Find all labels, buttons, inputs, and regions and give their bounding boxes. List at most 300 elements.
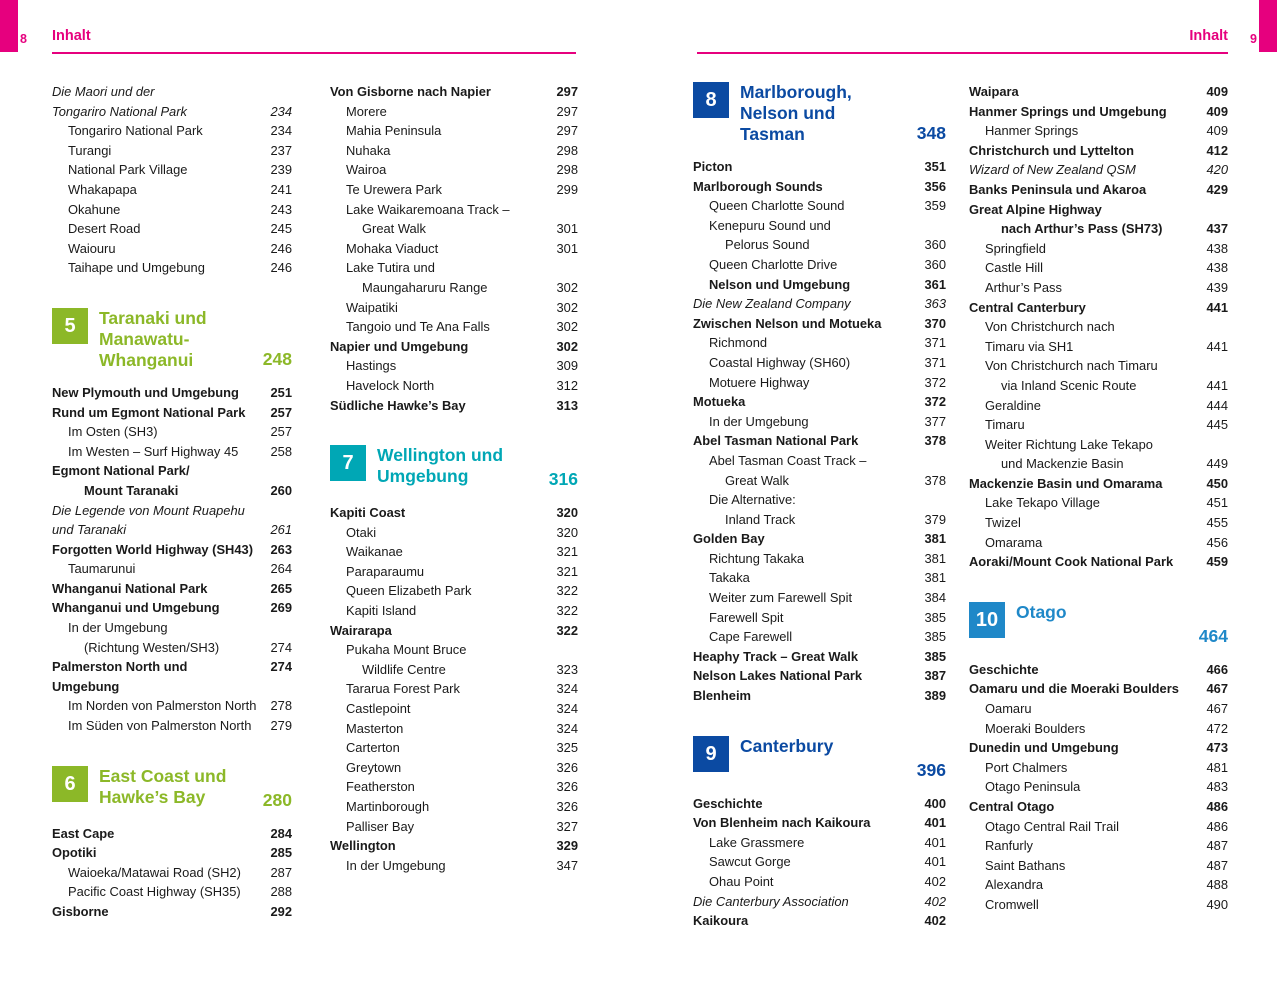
toc-entry-label: Opotiki <box>52 845 97 861</box>
toc-entry[interactable] <box>969 415 1228 435</box>
toc-entry-label: Queen Elizabeth Park <box>346 583 472 599</box>
toc-entry[interactable] <box>969 738 1228 758</box>
toc-entry[interactable] <box>330 337 578 357</box>
toc-entry[interactable] <box>969 699 1228 719</box>
toc-entry[interactable] <box>330 777 578 797</box>
toc-entry-label: Takaka <box>709 570 750 586</box>
toc-entry-page: 401 <box>924 854 946 870</box>
header-left <box>52 28 576 54</box>
toc-entry-page: 322 <box>556 603 578 619</box>
chapter-title: Marlborough, Nelson und Tasman <box>740 82 852 144</box>
toc-entry[interactable] <box>330 219 578 239</box>
toc-entry[interactable] <box>969 200 1228 220</box>
toc-entry-page: 381 <box>924 531 946 547</box>
toc-entry-label: Nelson Lakes National Park <box>693 668 863 684</box>
toc-entry-label: Wildlife Centre <box>362 661 446 677</box>
toc-entry[interactable] <box>969 533 1228 553</box>
toc-entry-label: New Plymouth und Umgebung <box>52 384 239 400</box>
toc-entry-page: 372 <box>924 394 946 410</box>
toc-entry[interactable] <box>330 298 578 318</box>
toc-entry[interactable] <box>969 160 1228 180</box>
toc-entry-label: Wellington <box>330 838 396 854</box>
toc-entry[interactable] <box>969 679 1228 699</box>
toc-entry[interactable] <box>693 872 946 892</box>
toc-entry[interactable] <box>330 562 578 582</box>
toc-entry[interactable] <box>693 549 946 569</box>
toc-entry[interactable] <box>330 523 578 543</box>
toc-entry[interactable] <box>969 474 1228 494</box>
toc-entry[interactable] <box>330 836 578 856</box>
toc-entry[interactable] <box>693 852 946 872</box>
page-number-right: 9 <box>1250 32 1257 46</box>
corner-tab-left <box>0 0 18 52</box>
header-left-title: Inhalt <box>52 28 91 44</box>
toc-entry[interactable] <box>969 758 1228 778</box>
toc-column-4 <box>969 82 1228 915</box>
toc-entry[interactable] <box>693 255 946 275</box>
toc-entry-label: Im Süden von Palmerston North <box>68 718 252 734</box>
toc-entry-page: 381 <box>924 550 946 566</box>
toc-entry[interactable] <box>52 160 292 180</box>
toc-entry[interactable] <box>969 396 1228 416</box>
toc-entry-label: Tongariro National Park <box>52 103 187 119</box>
toc-entry-page: 298 <box>556 162 578 178</box>
toc-entry[interactable] <box>969 856 1228 876</box>
toc-entry-page: 309 <box>556 358 578 374</box>
toc-entry[interactable] <box>52 657 292 696</box>
toc-entry-page: 285 <box>270 845 292 861</box>
toc-entry-label: Arthur’s Pass <box>985 279 1062 295</box>
toc-entry-label: Coastal Highway (SH60) <box>709 354 851 370</box>
toc-entry-page: 490 <box>1206 896 1228 912</box>
toc-entry[interactable] <box>693 392 946 412</box>
section-spacer <box>52 736 292 766</box>
toc-entry-label: Whakapapa <box>68 181 137 197</box>
chapter-page-number: 248 <box>262 348 292 369</box>
chapter-heading[interactable] <box>969 602 1228 648</box>
toc-entry-label: und Taranaki <box>52 522 127 538</box>
toc-entry[interactable] <box>969 435 1228 455</box>
toc-entry-page: 444 <box>1206 397 1228 413</box>
toc-entry-label: Featherston <box>346 779 415 795</box>
toc-entry[interactable] <box>52 121 292 141</box>
toc-entry-page: 486 <box>1206 799 1228 814</box>
toc-entry[interactable] <box>52 696 292 716</box>
chapter-page-number: 396 <box>916 759 946 780</box>
toc-entry-page: 363 <box>924 296 946 312</box>
toc-entry[interactable] <box>969 219 1228 239</box>
toc-entry[interactable] <box>330 640 578 660</box>
toc-entry[interactable] <box>52 239 292 259</box>
toc-entry[interactable] <box>330 376 578 396</box>
chapter-heading[interactable] <box>330 445 578 491</box>
toc-entry-page: 441 <box>1206 299 1228 315</box>
toc-entry-page: 320 <box>556 524 578 540</box>
toc-entry-label: Die Maori und der <box>52 84 155 99</box>
chapter-title: East Coast und Hawke’s Bay <box>99 765 227 807</box>
toc-entry[interactable] <box>330 699 578 719</box>
toc-entry-label: Lake Waikaremoana Track – <box>346 201 510 217</box>
toc-entry[interactable] <box>330 719 578 739</box>
toc-entry[interactable] <box>693 431 946 451</box>
toc-entry-page: 420 <box>1206 162 1228 178</box>
toc-entry-page: 326 <box>556 779 578 795</box>
toc-entry[interactable] <box>693 314 946 334</box>
toc-entry-label: Te Urewera Park <box>346 181 442 197</box>
section-spacer <box>330 415 578 445</box>
toc-entry[interactable] <box>969 239 1228 259</box>
toc-entry[interactable] <box>52 579 292 599</box>
toc-entry-page: 234 <box>270 103 292 119</box>
toc-entry[interactable] <box>693 373 946 393</box>
toc-entry-page: 359 <box>924 198 946 214</box>
toc-entry-page: 243 <box>270 201 292 217</box>
toc-entry[interactable] <box>969 895 1228 915</box>
toc-entry-page: 326 <box>556 759 578 775</box>
toc-entry[interactable] <box>969 797 1228 817</box>
toc-entry[interactable] <box>693 892 946 912</box>
toc-entry[interactable] <box>693 794 946 814</box>
toc-entry-label: Kenepuru Sound und <box>709 217 831 233</box>
toc-entry-page: 351 <box>924 159 946 174</box>
toc-entry-label: Tangoio und Te Ana Falls <box>346 319 490 335</box>
toc-entry-page: 324 <box>556 701 578 717</box>
toc-entry-label: Mohaka Viaduct <box>346 240 439 256</box>
chapter-title: Otago <box>1016 601 1067 622</box>
toc-entry-label: Abel Tasman Coast Track – <box>709 452 867 468</box>
toc-entry-label: Weiter zum Farewell Spit <box>709 590 853 606</box>
chapter-heading[interactable] <box>52 308 292 371</box>
toc-entry[interactable] <box>52 442 292 462</box>
toc-entry[interactable] <box>969 258 1228 278</box>
toc-entry[interactable] <box>52 902 292 922</box>
toc-entry-label: Tararua Forest Park <box>346 681 460 697</box>
toc-entry-page: 381 <box>924 570 946 586</box>
toc-entry[interactable] <box>330 356 578 376</box>
toc-entry[interactable] <box>693 911 946 931</box>
toc-entry-label: Gisborne <box>52 904 109 919</box>
toc-entry[interactable] <box>330 542 578 562</box>
toc-entry[interactable] <box>330 278 578 298</box>
toc-entry-page: 401 <box>924 834 946 850</box>
toc-entry-label: Die Alternative: <box>709 492 796 508</box>
chapter-title: Canterbury <box>740 735 834 756</box>
toc-entry-page: 329 <box>556 838 578 854</box>
toc-entry[interactable] <box>52 520 292 540</box>
toc-entry[interactable] <box>330 503 578 523</box>
toc-entry[interactable] <box>330 317 578 337</box>
toc-entry[interactable] <box>330 82 578 102</box>
toc-entry-page: 324 <box>556 681 578 697</box>
toc-entry[interactable] <box>330 581 578 601</box>
toc-entry-label: National Park Village <box>68 162 188 178</box>
toc-entry[interactable] <box>330 121 578 141</box>
toc-entry-label: Richtung Takaka <box>709 550 805 566</box>
toc-entry[interactable] <box>330 660 578 680</box>
toc-entry[interactable] <box>969 180 1228 200</box>
toc-entry[interactable] <box>969 817 1228 837</box>
toc-entry[interactable] <box>693 647 946 667</box>
toc-entry-page: 379 <box>924 511 946 527</box>
toc-entry-label: Queen Charlotte Drive <box>709 256 838 272</box>
toc-entry-label: Great Alpine Highway <box>969 201 1102 217</box>
toc-entry-page: 451 <box>1206 495 1228 511</box>
toc-entry[interactable] <box>693 588 946 608</box>
toc-entry[interactable] <box>969 552 1228 572</box>
toc-entry-page: 402 <box>924 913 946 929</box>
toc-entry[interactable] <box>330 239 578 259</box>
toc-entry[interactable] <box>52 82 292 102</box>
toc-entry-label: Heaphy Track – Great Walk <box>693 648 859 664</box>
toc-entry[interactable] <box>969 454 1228 474</box>
toc-entry[interactable] <box>693 510 946 530</box>
toc-entry[interactable] <box>693 275 946 295</box>
toc-entry[interactable] <box>52 102 292 122</box>
toc-entry-page: 261 <box>270 522 292 538</box>
toc-entry[interactable] <box>969 719 1228 739</box>
chapter-number-badge: 8 <box>693 82 729 118</box>
toc-entry[interactable] <box>52 501 292 521</box>
toc-entry-label: Palliser Bay <box>346 818 415 834</box>
toc-entry-page: 429 <box>1206 181 1228 197</box>
toc-entry-page: 301 <box>556 240 578 256</box>
toc-entry-label: Wairoa <box>346 162 387 178</box>
toc-entry[interactable] <box>693 490 946 510</box>
toc-entry-page: 385 <box>924 609 946 625</box>
toc-entry[interactable] <box>969 298 1228 318</box>
toc-entry[interactable] <box>693 157 946 177</box>
toc-entry[interactable] <box>693 686 946 706</box>
toc-entry-label: Twizel <box>985 515 1021 531</box>
toc-entry[interactable] <box>330 141 578 161</box>
toc-entry[interactable] <box>693 529 946 549</box>
toc-entry[interactable] <box>969 356 1228 376</box>
toc-entry-label: Springfield <box>985 240 1046 256</box>
toc-entry-label: Mount Taranaki <box>84 482 179 498</box>
toc-entry-label: Martinborough <box>346 799 430 814</box>
toc-entry-label: Die Canterbury Association <box>693 893 849 909</box>
toc-entry[interactable] <box>693 235 946 255</box>
toc-entry-label: Geraldine <box>985 397 1041 413</box>
toc-entry-label: Timaru via SH1 <box>985 338 1074 354</box>
toc-entry[interactable] <box>330 258 578 278</box>
toc-entry-label: Inland Track <box>725 511 796 527</box>
toc-entry-page: 327 <box>556 818 578 834</box>
toc-entry[interactable] <box>969 337 1228 357</box>
chapter-number-badge: 6 <box>52 766 88 802</box>
toc-entry[interactable] <box>969 493 1228 513</box>
toc-column-3 <box>693 82 946 931</box>
toc-entry-page: 389 <box>924 688 946 704</box>
header-right-title: Inhalt <box>1189 28 1228 44</box>
toc-entry-page: 437 <box>1206 221 1228 237</box>
toc-entry-label: Great Walk <box>725 472 789 488</box>
toc-entry[interactable] <box>52 180 292 200</box>
toc-entry-page: 409 <box>1206 123 1228 139</box>
toc-entry[interactable] <box>969 875 1228 895</box>
toc-entry-label: Waioeka/Matawai Road (SH2) <box>68 864 241 880</box>
toc-entry[interactable] <box>693 666 946 686</box>
toc-entry-page: 257 <box>270 424 292 440</box>
toc-entry[interactable] <box>969 777 1228 797</box>
toc-entry-label: Wairarapa <box>330 622 392 638</box>
toc-entry[interactable] <box>969 141 1228 161</box>
toc-entry[interactable] <box>52 559 292 579</box>
toc-entry-page: 265 <box>270 580 292 596</box>
toc-entry-label: Tongariro National Park <box>68 123 203 139</box>
toc-entry[interactable] <box>52 200 292 220</box>
toc-entry-page: 234 <box>270 123 292 139</box>
chapter-title: Taranaki und Manawatu-Whanganui <box>99 307 207 370</box>
toc-entry-page: 360 <box>924 237 946 253</box>
toc-entry-label: Hanmer Springs <box>985 123 1079 139</box>
toc-entry[interactable] <box>330 738 578 758</box>
toc-entry[interactable] <box>693 353 946 373</box>
toc-entry[interactable] <box>52 863 292 883</box>
toc-entry[interactable] <box>52 882 292 902</box>
toc-entry-page: 278 <box>270 698 292 714</box>
toc-entry[interactable] <box>693 333 946 353</box>
toc-entry[interactable] <box>693 451 946 471</box>
toc-entry[interactable] <box>330 679 578 699</box>
toc-entry[interactable] <box>693 568 946 588</box>
toc-entry-page: 409 <box>1206 84 1228 99</box>
toc-entry-page: 360 <box>924 256 946 272</box>
toc-entry[interactable] <box>693 196 946 216</box>
toc-entry[interactable] <box>52 618 292 638</box>
toc-entry-page: 401 <box>924 815 946 831</box>
toc-entry-label: Marlborough Sounds <box>693 178 823 194</box>
toc-entry[interactable] <box>52 598 292 618</box>
toc-entry[interactable] <box>693 608 946 628</box>
toc-entry-page: 326 <box>556 799 578 814</box>
toc-entry-label: via Inland Scenic Route <box>1001 377 1137 393</box>
toc-entry[interactable] <box>330 180 578 200</box>
chapter-page-number: 464 <box>1198 625 1228 646</box>
toc-entry-page: 260 <box>270 482 292 498</box>
chapter-number-badge: 7 <box>330 445 366 481</box>
toc-entry[interactable] <box>969 317 1228 337</box>
chapter-heading[interactable] <box>693 82 946 145</box>
toc-entry-page: 385 <box>924 629 946 645</box>
toc-entry-page: 483 <box>1206 779 1228 795</box>
chapter-page-number: 280 <box>262 789 292 810</box>
toc-entry[interactable] <box>969 82 1228 102</box>
toc-entry[interactable] <box>52 481 292 501</box>
toc-entry-label: Waikanae <box>346 544 403 560</box>
toc-entry[interactable] <box>693 177 946 197</box>
toc-entry[interactable] <box>969 836 1228 856</box>
chapter-heading[interactable] <box>52 766 292 812</box>
toc-entry[interactable] <box>52 403 292 423</box>
toc-entry[interactable] <box>52 843 292 863</box>
toc-entry-label: Cape Farewell <box>709 629 793 645</box>
toc-entry-label: Port Chalmers <box>985 759 1068 775</box>
toc-entry-label: Weiter Richtung Lake Tekapo <box>985 436 1153 452</box>
toc-entry[interactable] <box>969 376 1228 396</box>
chapter-title: Wellington und Umgebung <box>377 445 504 487</box>
corner-tab-right <box>1259 0 1277 52</box>
toc-entry[interactable] <box>330 601 578 621</box>
toc-entry[interactable] <box>330 200 578 220</box>
toc-entry[interactable] <box>693 294 946 314</box>
toc-entry[interactable] <box>330 758 578 778</box>
toc-entry[interactable] <box>969 660 1228 680</box>
toc-entry[interactable] <box>330 102 578 122</box>
toc-entry[interactable] <box>693 471 946 491</box>
toc-entry-label: Cromwell <box>985 896 1039 912</box>
toc-entry[interactable] <box>330 856 578 876</box>
toc-entry-page: 361 <box>924 276 946 292</box>
toc-entry[interactable] <box>969 278 1228 298</box>
toc-entry[interactable] <box>52 422 292 442</box>
toc-entry-label: Kaikoura <box>693 913 749 929</box>
toc-entry-label: Moeraki Boulders <box>985 720 1086 736</box>
toc-entry-page: 356 <box>924 178 946 194</box>
toc-entry-page: 473 <box>1206 740 1228 756</box>
toc-entry[interactable] <box>969 102 1228 122</box>
toc-entry-page: 371 <box>924 354 946 370</box>
toc-entry-label: Castlepoint <box>346 701 411 717</box>
toc-entry[interactable] <box>969 513 1228 533</box>
toc-entry-label: Im Osten (SH3) <box>68 424 158 440</box>
toc-entry-label: Von Gisborne nach Napier <box>330 84 491 99</box>
toc-entry-page: 481 <box>1206 759 1228 775</box>
toc-entry-page: 439 <box>1206 279 1228 295</box>
toc-entry[interactable] <box>52 540 292 560</box>
toc-entry-label: Von Blenheim nach Kaikoura <box>693 815 871 831</box>
toc-entry-page: 378 <box>924 472 946 488</box>
toc-entry-page: 486 <box>1206 818 1228 834</box>
toc-entry-label: Pelorus Sound <box>725 237 810 253</box>
toc-entry[interactable] <box>52 716 292 736</box>
toc-entry[interactable] <box>52 219 292 239</box>
toc-entry[interactable] <box>693 813 946 833</box>
toc-entry-label: Paraparaumu <box>346 563 425 579</box>
toc-entry[interactable] <box>52 824 292 844</box>
section-spacer <box>693 706 946 736</box>
toc-entry-page: 449 <box>1206 456 1228 472</box>
toc-entry[interactable] <box>52 258 292 278</box>
toc-entry-label: Alexandra <box>985 877 1044 893</box>
toc-entry[interactable] <box>693 412 946 432</box>
toc-entry-label: Forgotten World Highway (SH43) <box>52 541 254 557</box>
toc-column-1 <box>52 82 292 922</box>
toc-entry-label: Nuhaka <box>346 142 391 158</box>
toc-entry-page: 297 <box>556 103 578 119</box>
toc-entry[interactable] <box>693 216 946 236</box>
toc-entry-label: Omarama <box>985 534 1043 550</box>
toc-entry-label: Zwischen Nelson und Motueka <box>693 315 882 331</box>
toc-entry-label: Havelock North <box>346 377 435 393</box>
toc-entry[interactable] <box>330 160 578 180</box>
toc-entry[interactable] <box>330 621 578 641</box>
toc-entry[interactable] <box>330 797 578 817</box>
chapter-heading[interactable] <box>693 736 946 782</box>
toc-entry[interactable] <box>52 638 292 658</box>
toc-entry-page: 445 <box>1206 417 1228 433</box>
toc-entry[interactable] <box>52 461 292 481</box>
toc-entry[interactable] <box>52 141 292 161</box>
toc-entry-page: 472 <box>1206 720 1228 736</box>
toc-entry[interactable] <box>330 817 578 837</box>
toc-entry[interactable] <box>330 396 578 416</box>
toc-entry-label: Hanmer Springs und Umgebung <box>969 103 1167 119</box>
toc-entry[interactable] <box>693 627 946 647</box>
toc-entry[interactable] <box>969 121 1228 141</box>
toc-entry[interactable] <box>693 833 946 853</box>
toc-entry[interactable] <box>52 383 292 403</box>
